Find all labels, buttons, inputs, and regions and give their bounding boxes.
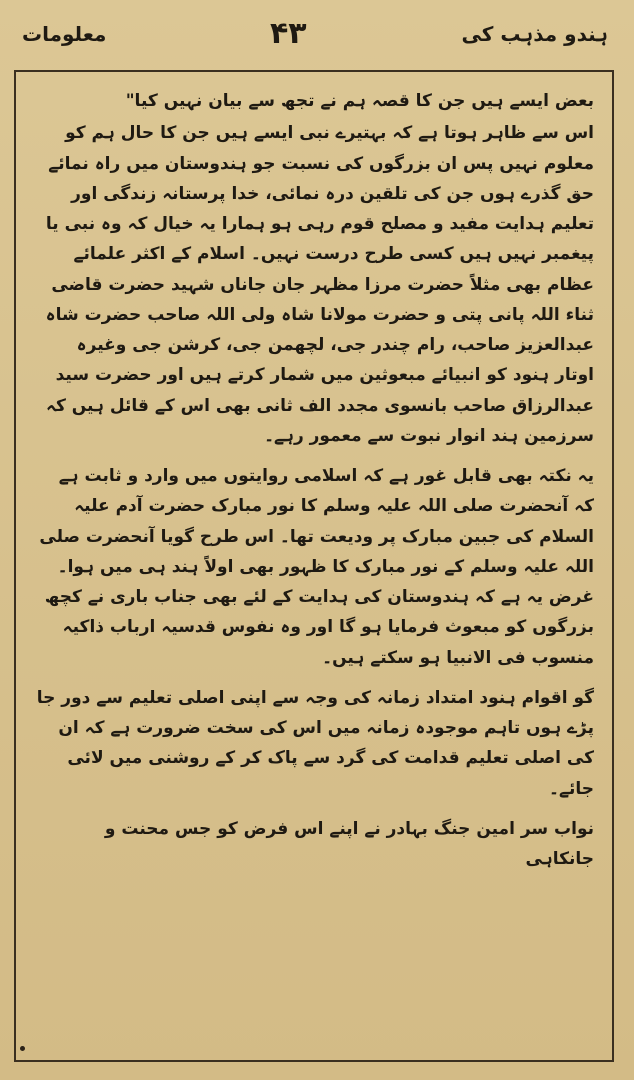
- paragraph-1: بعض ایسے ہیں جن کا قصہ ہم نے تجھ سے بیان نہیں کیا": [125, 91, 594, 111]
- paragraph-4: گو اقوام ہنود امتداد زمانہ کی وجہ سے اپنی اصلی تعلیم سے دور جا پڑے ہوں تاہم موجودہ زمانہ میں اس کی سخت ضرورت ہے کہ ان کی اصلی تعلیم قدامت کی گرد سے پاک کر کے روشنی میں لائی جائے۔: [36, 687, 594, 799]
- paragraph-3: یہ نکتہ بھی قابل غور ہے کہ اسلامی روایتوں میں وارد و ثابت ہے کہ آنحضرت صلی اللہ علیہ وسلم کا نور مبارک حضرت آدم علیہ السلام کی جبین مبارک پر ودیعت تھا۔ اس طرح گویا آنحضرت صلی اللہ علیہ وسلم کے نور مبارک کا ظہور بھی اولاً ہند ہی میں ہوا۔ غرض یہ ہے کہ ہندوستان کی ہدایت کے لئے بھی جناب باری نے کچھ بزرگوں کو مبعوث فرمایا ہو گا اور وہ نفوس قدسیہ ارباب ذاکیہ منسوب فی الانبیا ہو سکتے ہیں۔: [39, 466, 594, 668]
- page-mark-dot: [20, 1046, 25, 1051]
- body-text: [34, 86, 594, 874]
- page-number: ۴۳: [270, 16, 307, 51]
- paragraph-2: اس سے ظاہر ہوتا ہے کہ بہتیرے نبی ایسے ہیں جن کا حال ہم کو معلوم نہیں پس ان بزرگوں کی نسبت جو ہندوستان میں راہ نمائے حق گذرے ہوں جن کی تلقین درہ نمائی، خدا پرستانہ زندگی اور تعلیم ہدایت مفید و مصلح قوم رہی ہو ہمارا یہ خیال کہ وہ نبی یا پیغمبر نہیں ہیں کسی طرح درست نہیں۔ اسلام کے اکثر علمائے عظام بھی مثلاً حضرت مرزا مظہر جان جاناں شہید حضرت قاضی ثناء اللہ پانی پتی و حضرت مولانا شاہ ولی اللہ صاحب حضرت شاہ عبدالعزیز صاحب، رام چندر جی، لچھمن جی، کرشن جی وغیرہ اوتار ہنود کو انبیائے مبعوثین میں شمار کرتے ہیں اور حضرت سید عبدالرزاق صاحب بانسوی مجدد الف ثانی بھی اس کے قائل ہیں کہ سرزمین ہند انوار نبوت سے معمور رہے۔: [45, 123, 594, 446]
- header-running-title-left: معلومات: [22, 22, 107, 46]
- page-header: [0, 14, 634, 64]
- paragraph-5: نواب سر امین جنگ بہادر نے اپنے اس فرض کو جس محنت و جانکاہی: [104, 818, 594, 869]
- text-frame: [14, 70, 614, 1062]
- header-running-title-right: ہندو مذہب کی: [461, 22, 608, 46]
